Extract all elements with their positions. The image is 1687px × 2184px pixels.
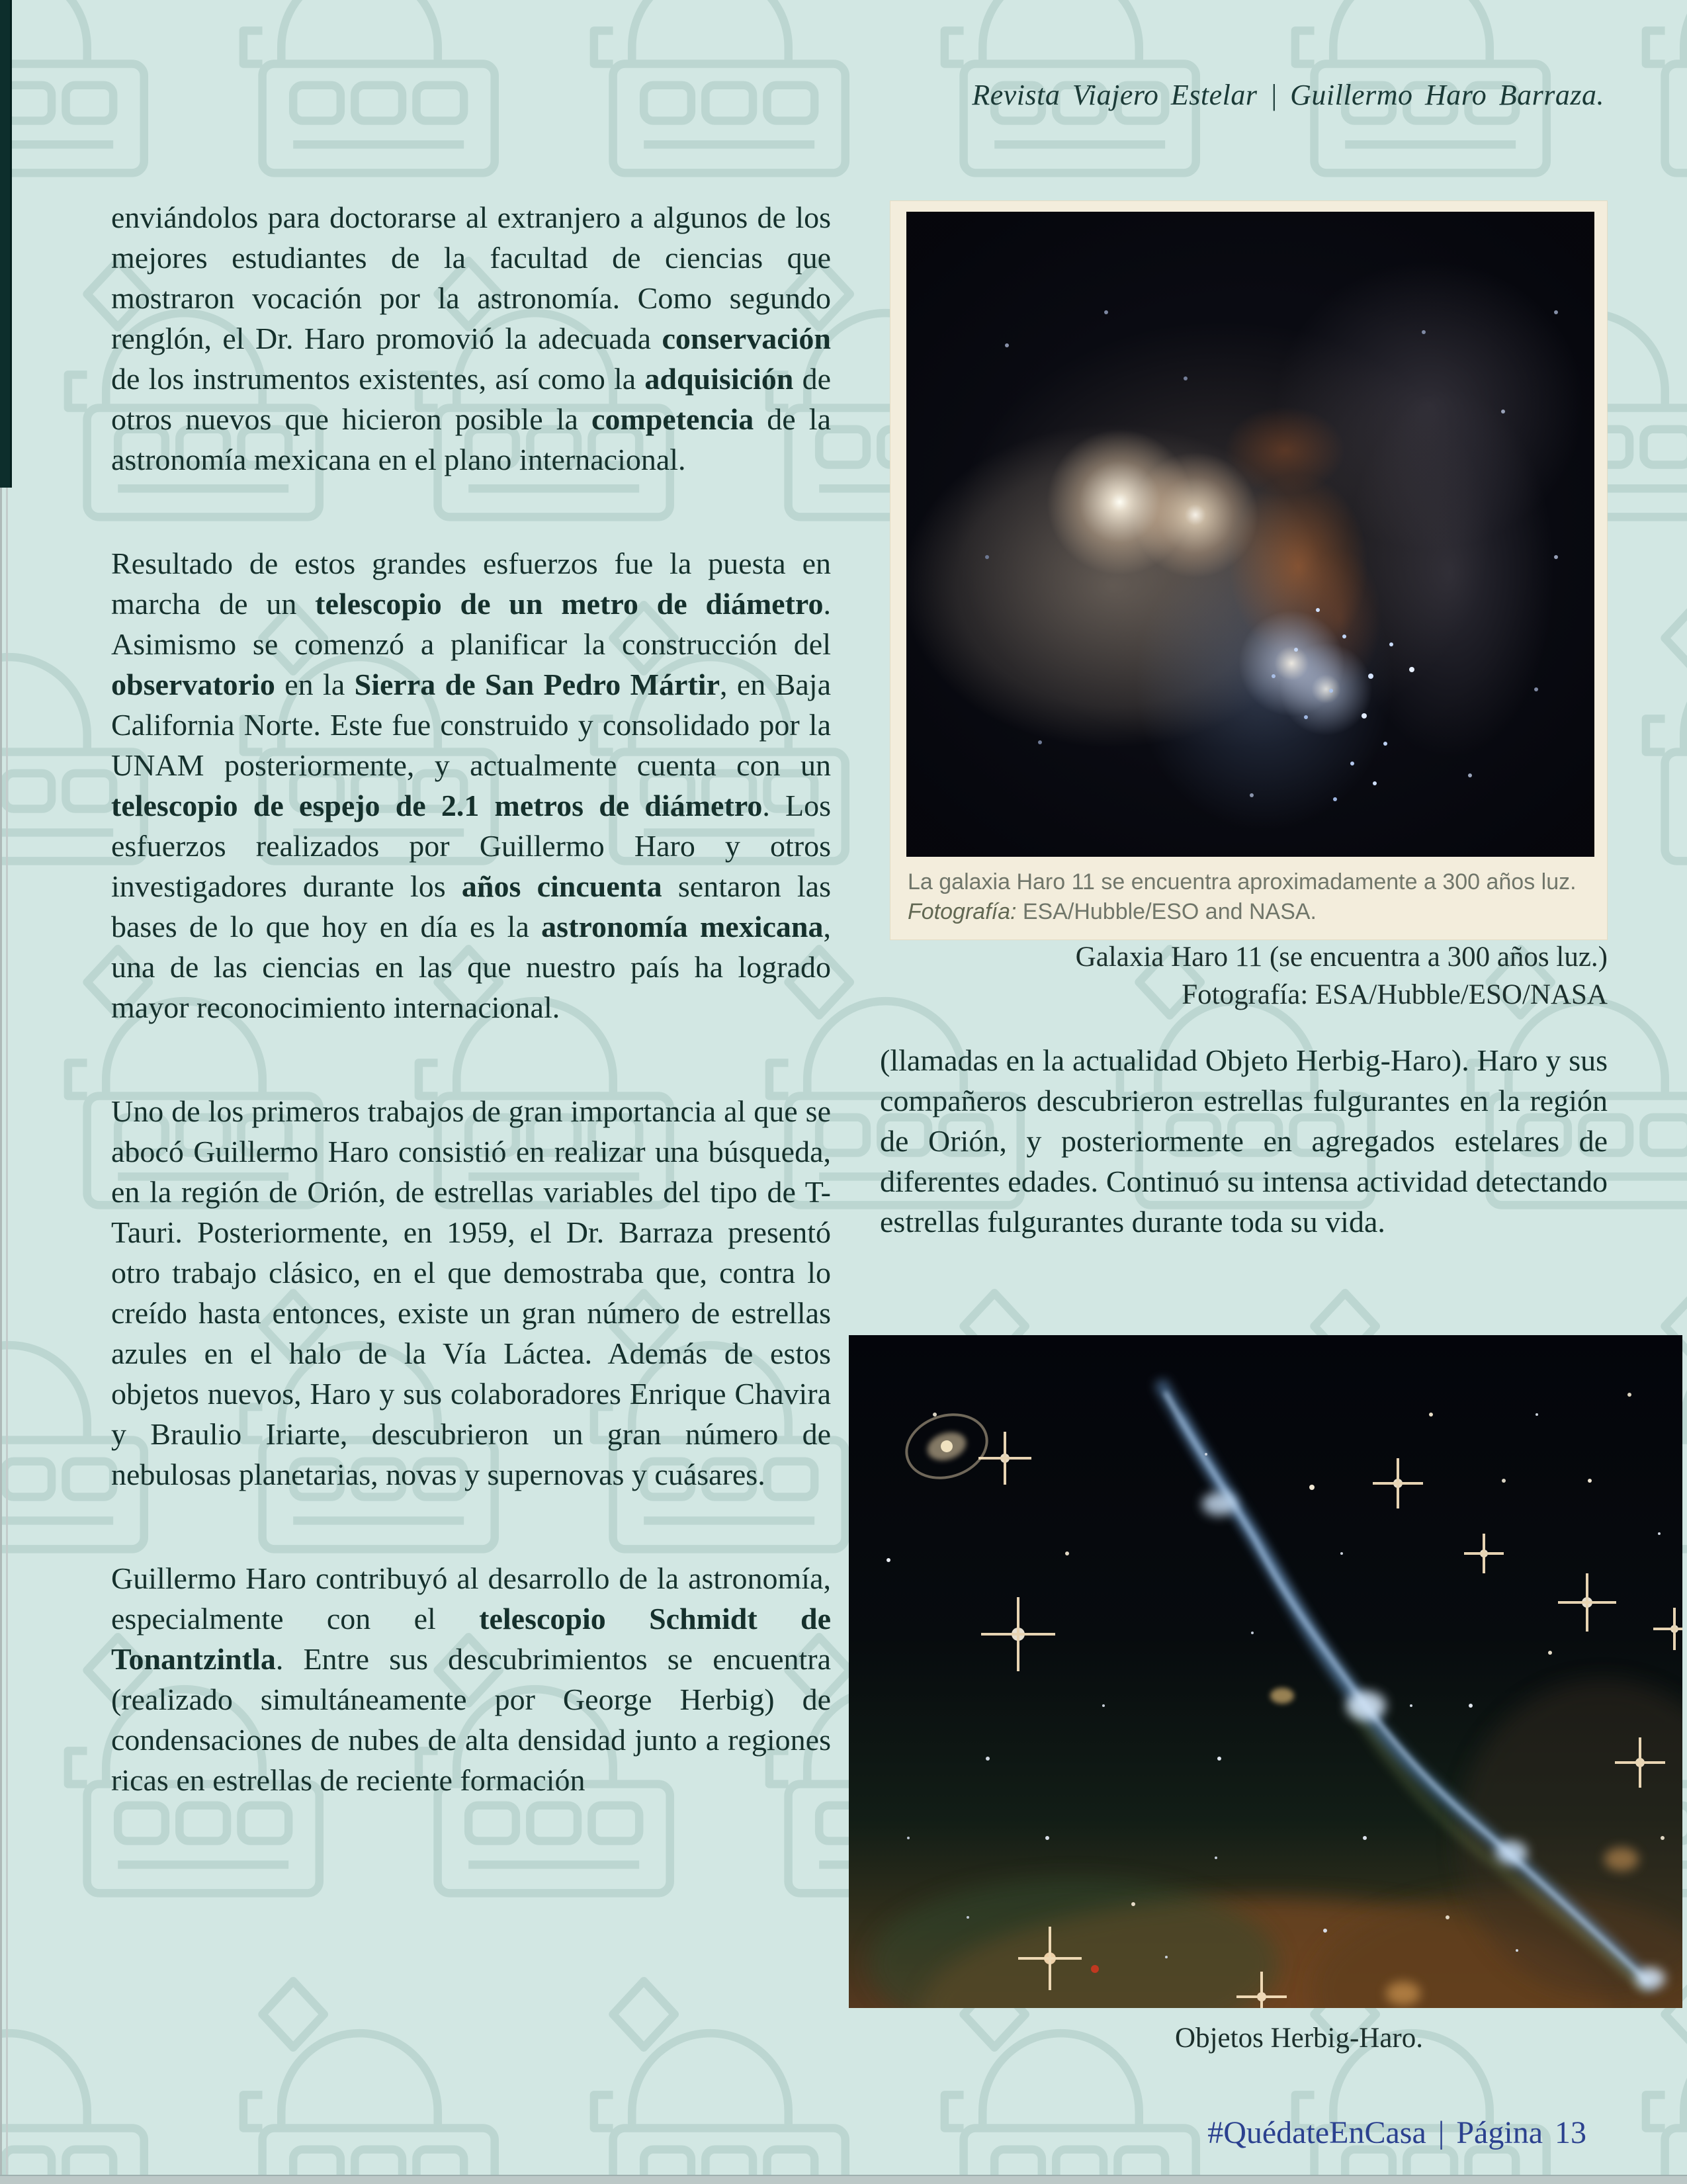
paragraph: Guillermo Haro contribuyó al desarrollo de la astronomía, especialmente con el telescopio Schmidt de Tonantzintla. Entre sus descubrimientos se encuentra (realizado simultáneamente por George Herbig) de condensaciones de nubes de alta densidad junto a regiones ricas en estrellas de reciente formación bbox=[111, 1561, 832, 1797]
embedded-credit-line bbox=[908, 897, 1590, 927]
figure1-caption-line1: Galaxia Haro 11 (se encuentra a 300 años luz.) bbox=[1075, 941, 1608, 973]
star-specks bbox=[906, 212, 909, 214]
page-bottom-edge bbox=[0, 2175, 1687, 2184]
credit-text: ESA/Hubble/ESO and NASA. bbox=[1016, 899, 1317, 924]
herbig-haro-photo bbox=[849, 1335, 1682, 2008]
figure1-caption bbox=[890, 938, 1608, 1014]
paragraph: (llamadas en la actualidad Objeto Herbig-Haro). Haro y sus compañeros descubrieron estrellas fulgurantes en la región de Orión, y posteriormente en agregados estelares de diferentes edades. Continuó su intensa actividad detectando estrellas fulgurantes durante toda su vida. bbox=[880, 1043, 1608, 1239]
page-footer: #QuédateEnCasa | Página 13 bbox=[1207, 2115, 1586, 2150]
magazine-header: Revista Viajero Estelar | Guillermo Haro Barraza. bbox=[972, 79, 1604, 111]
figure-galaxy-haro11 bbox=[890, 200, 1608, 940]
credit-label: Fotografía: bbox=[908, 899, 1017, 924]
paragraph: Resultado de estos grandes esfuerzos fue la puesta en marcha de un telescopio de un metro de diámetro. Asimismo se comenzó a planificar la construcción del observatorio en la Sierra de San Pedro Mártir, en Baja California Norte. Este fue construido y consolidado por la UNAM posteriormente, y actualmente cuenta con un telescopio de espejo de 2.1 metros de diámetro. Los esfuerzos realizados por Guillermo Haro y otros investigadores durante los años cincuenta sentaron las bases de lo que hoy en día es la astronomía mexicana, una de las ciencias en las que nuestro país ha logrado mayor reconocimiento internacional. bbox=[111, 546, 832, 1024]
photo-embedded-caption bbox=[906, 857, 1594, 931]
red-star bbox=[1091, 1965, 1099, 1973]
figure-herbig-haro bbox=[849, 1335, 1682, 2008]
left-binding-bar bbox=[0, 0, 12, 488]
left-text-column bbox=[111, 197, 831, 1800]
figure2-caption: Objetos Herbig-Haro. bbox=[1175, 2023, 1423, 2054]
paragraph: enviándolos para doctorarse al extranjero a algunos de los mejores estudiantes de la facultad de ciencias que mostraron vocación por la astronomía. Como segundo renglón, el Dr. Haro promovió la adecuada conservación de los instrumentos existentes, así como la adquisición de otros nuevos que hicieron posible la competencia de la astronomía mexicana en el plano internacional. bbox=[111, 200, 831, 476]
embedded-caption-line: La galaxia Haro 11 se encuentra aproximadamente a 300 años luz. bbox=[908, 869, 1577, 895]
figure1-caption-line2: Fotografía: ESA/Hubble/ESO/NASA bbox=[1182, 979, 1608, 1010]
galaxy-haro11-photo bbox=[906, 212, 1594, 857]
right-text-column bbox=[880, 1040, 1608, 1242]
paragraph: Uno de los primeros trabajos de gran importancia al que se abocó Guillermo Haro consistió en realizar una búsqueda, en la región de Orión, de estrellas variables del tipo de T-Tauri. Posteriormente, en 1959, el Dr. Barraza presentó otro trabajo clásico, en el que demostraba que, contra lo creído hasta entonces, existe un gran número de estrellas azules en el halo de la Vía Láctea. Además de estos objetos nuevos, Haro y sus colaboradores Enrique Chavira y Braulio Iriarte, descubrieron un gran número de nebulosas planetarias, novas y supernovas y cuásares. bbox=[111, 1094, 831, 1491]
